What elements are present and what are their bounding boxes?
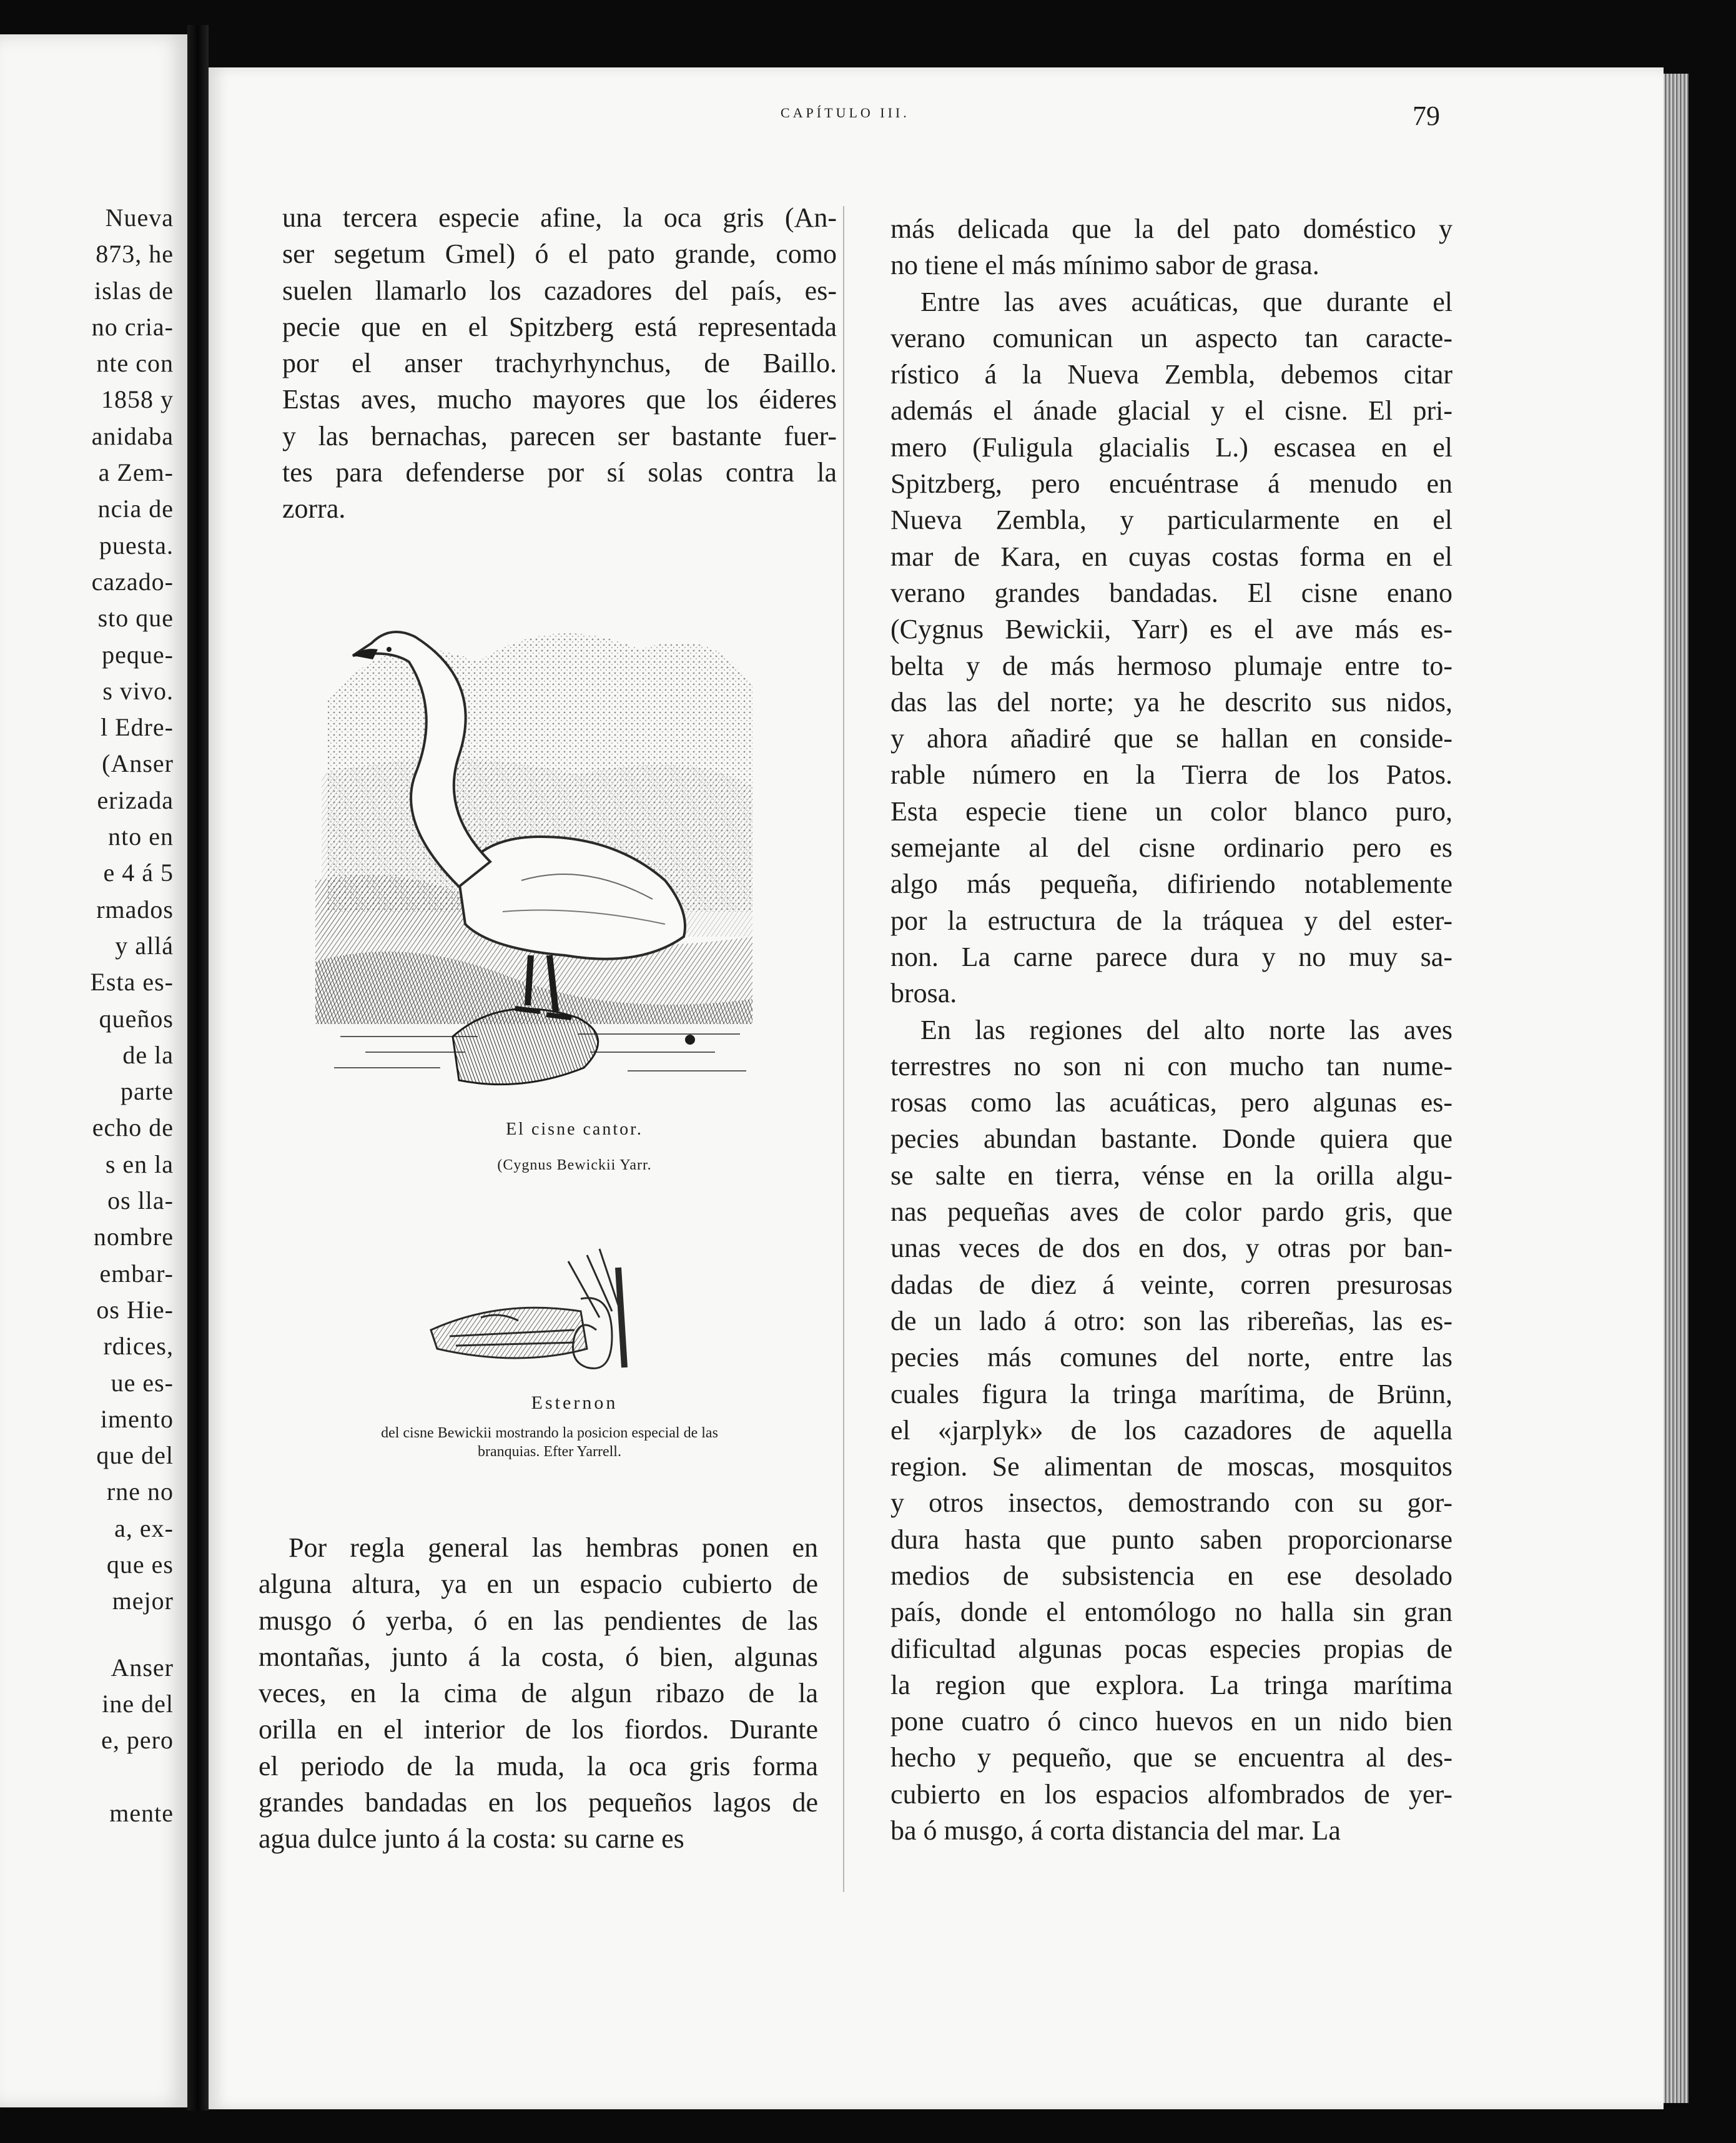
previous-page-line: imento: [100, 1404, 174, 1433]
previous-page-line: [0, 1758, 174, 1795]
figure-1-caption-title: El cisne cantor.: [506, 1120, 643, 1139]
sternum-illustration: [425, 1243, 662, 1392]
text-line: país, donde el entomólogo no halla sin gran: [890, 1597, 1452, 1628]
text-line: Entre las aves acuáticas, que durante el: [920, 286, 1452, 317]
text-line: pecies más comunes del norte, entre las: [890, 1342, 1452, 1373]
previous-page-fragment: [0, 34, 187, 2107]
running-head: CAPÍTULO III.: [781, 105, 910, 121]
text-line: veces, en la cima de algun ribazo de la: [259, 1678, 818, 1709]
text-line: Nueva Zembla, y particularmente en el: [890, 505, 1452, 536]
text-line: grandes bandadas en los pequeños lagos de: [259, 1787, 818, 1818]
column-rule: [843, 206, 844, 1892]
text-line: montañas, junto á la costa, ó bien, algunas: [259, 1641, 818, 1672]
left-column-bottom-text: [259, 1530, 818, 1858]
text-line: orilla en el interior de los fiordos. Durante: [259, 1714, 818, 1745]
previous-page-line: sto que: [97, 604, 174, 633]
book-gutter: [187, 25, 209, 2111]
previous-page-line: queños: [99, 1004, 174, 1033]
text-line: y las bernachas, parecen ser bastante fuer-: [282, 420, 837, 451]
figure-2-caption-text: [287, 1424, 812, 1461]
previous-page-line: rmados: [96, 895, 174, 924]
text-line: tes para defenderse por sí solas contra la: [282, 457, 837, 488]
previous-page-line: y allá: [115, 931, 174, 960]
text-line: agua dulce junto á la costa: su carne es: [259, 1823, 684, 1855]
previous-page-line: ine del: [102, 1689, 174, 1718]
text-line: y otros insectos, demostrando con su gor-: [890, 1487, 1452, 1519]
text-line: das las del norte; ya he descrito sus nidos,: [890, 686, 1452, 717]
previous-page-line: puesta.: [99, 531, 174, 559]
text-line: non. La carne parece dura y no muy sa-: [890, 941, 1452, 972]
previous-page-line: no cria-: [91, 312, 174, 341]
page-edges: [1664, 74, 1689, 2103]
text-line: la region que explora. La tringa marítima: [890, 1669, 1452, 1700]
text-line: terrestres no son ni con mucho tan nume-: [890, 1050, 1452, 1081]
text-line: mar de Kara, en cuyas costas forma en el: [890, 541, 1452, 572]
previous-page-line: echo de: [92, 1113, 174, 1142]
previous-page-line: nto en: [108, 822, 174, 851]
right-column-text: [890, 211, 1452, 1849]
previous-page-line: que es: [106, 1550, 174, 1579]
figure-1-caption-subtitle: (Cygnus Bewickii Yarr.: [497, 1157, 652, 1173]
text-line: no tiene el más mínimo sabor de grasa.: [890, 250, 1319, 281]
text-line: ser segetum Gmel) ó el pato grande, como: [282, 239, 837, 270]
previous-page-line: l Edre-: [101, 713, 174, 742]
previous-page-line: e, pero: [101, 1726, 174, 1755]
previous-page-line: mente: [109, 1798, 174, 1827]
text-line: algo más pequeña, difiriendo notablemente: [890, 869, 1452, 900]
left-column-top-text: [282, 200, 837, 528]
text-line: el «jarplyk» de los cazadores de aquella: [890, 1414, 1452, 1446]
page-number: 79: [1413, 101, 1440, 131]
text-line: verano comunican un aspecto tan caracte-: [890, 322, 1452, 353]
text-line: dadas de diez á veinte, corren presurosas: [890, 1269, 1452, 1300]
previous-page-line: rdices,: [103, 1332, 174, 1361]
previous-page-text: [0, 200, 181, 1831]
previous-page-line: embar-: [99, 1259, 174, 1288]
text-line: brosa.: [890, 978, 957, 1009]
previous-page-line: Anser: [111, 1653, 174, 1682]
previous-page-line: (Anser: [102, 749, 174, 778]
text-line: alguna altura, ya en un espacio cubierto de: [259, 1569, 818, 1600]
text-line: Por regla general las hembras ponen en: [289, 1532, 818, 1563]
text-line: cuales figura la tringa marítima, de Brünn,: [890, 1378, 1452, 1409]
text-line: ba ó musgo, á corta distancia del mar. La: [890, 1815, 1341, 1846]
text-line: además el ánade glacial y el cisne. El pri-: [890, 395, 1452, 426]
previous-page-line: 873, he: [96, 240, 174, 268]
figure-2-caption-title: Esternon: [531, 1392, 618, 1413]
text-line: musgo ó yerba, ó en las pendientes de las: [259, 1605, 818, 1636]
previous-page-line: s vivo.: [102, 676, 174, 705]
previous-page-line: cazado-: [91, 567, 174, 596]
previous-page-line: os lla-: [107, 1186, 174, 1215]
text-line: por el anser trachyrhynchus, de Baillo.: [282, 348, 837, 379]
figure-2-caption-line-2: branquias. Efter Yarrell.: [478, 1444, 621, 1460]
text-line: region. Se alimentan de moscas, mosquitos: [890, 1451, 1452, 1482]
text-line: semejante al del cisne ordinario pero es: [890, 832, 1452, 864]
figure-2-caption-line-1: del cisne Bewickii mostrando la posicion especial de las: [381, 1425, 718, 1441]
previous-page-line: Nueva: [105, 204, 174, 232]
text-line: suelen llamarlo los cazadores del país, es-: [282, 275, 837, 306]
text-line: nas pequeñas aves de color pardo gris, que: [890, 1196, 1452, 1228]
text-line: el periodo de la muda, la oca gris forma: [259, 1750, 818, 1781]
previous-page-line: e 4 á 5: [103, 859, 174, 887]
previous-page-line: os Hie-: [96, 1295, 174, 1324]
text-line: se salte en tierra, vénse en la orilla algu-: [890, 1160, 1452, 1191]
previous-page-line: que del: [96, 1441, 174, 1470]
text-line: dificultad algunas pocas especies propias de: [890, 1633, 1452, 1664]
previous-page-line: nte con: [96, 349, 174, 378]
text-line: y ahora añadiré que se hallan en conside-: [890, 723, 1452, 754]
text-line: pecies abundan bastante. Donde quiera que: [890, 1123, 1452, 1155]
text-line: (Cygnus Bewickii, Yarr) es el ave más es-: [890, 614, 1452, 645]
text-line: hecho y pequeño, que se encuentra al des-: [890, 1742, 1452, 1773]
previous-page-line: rne no: [106, 1477, 174, 1506]
text-line: cubierto en los espacios alfombrados de yer-: [890, 1778, 1452, 1810]
text-line: medios de subsistencia en ese desolado: [890, 1560, 1452, 1591]
previous-page-line: peque-: [102, 640, 174, 669]
text-line: mero (Fuligula glacialis L.) escasea en el: [890, 431, 1452, 463]
text-line: Esta especie tiene un color blanco puro,: [890, 796, 1452, 827]
previous-page-line: anidaba: [91, 421, 174, 450]
text-line: unas veces de dos en dos, y otras por ban-: [890, 1233, 1452, 1264]
previous-page-line: a Zem-: [98, 458, 174, 487]
previous-page-line: s en la: [105, 1150, 174, 1178]
text-line: de un lado á otro: son las ribereñas, las es-: [890, 1305, 1452, 1336]
swan-illustration: [315, 587, 759, 1105]
text-line: Estas aves, mucho mayores que los éideres: [282, 384, 837, 415]
previous-page-line: islas de: [94, 276, 174, 305]
previous-page-line: nombre: [93, 1223, 174, 1251]
text-line: rístico á la Nueva Zembla, debemos citar: [890, 359, 1452, 390]
previous-page-line: de la: [122, 1040, 174, 1069]
previous-page-line: a, ex-: [114, 1514, 174, 1542]
text-line: En las regiones del alto norte las aves: [920, 1014, 1452, 1045]
text-line: pone cuatro ó cinco huevos en un nido bien: [890, 1706, 1452, 1737]
text-line: dura hasta que punto saben proporcionarse: [890, 1524, 1452, 1555]
text-line: rable número en la Tierra de los Patos.: [890, 759, 1452, 791]
text-line: verano grandes bandadas. El cisne enano: [890, 577, 1452, 608]
text-line: belta y de más hermoso plumaje entre to-: [890, 650, 1452, 681]
text-line: rosas como las acuáticas, pero algunas es-: [890, 1087, 1452, 1118]
previous-page-line: ue es-: [111, 1368, 174, 1397]
text-line: zorra.: [282, 493, 346, 525]
previous-page-line: 1858 y: [101, 385, 174, 414]
previous-page-line: mejor: [112, 1587, 174, 1615]
previous-page-line: ncia de: [97, 495, 174, 523]
previous-page-line: parte: [121, 1077, 174, 1106]
text-line: Spitzberg, pero encuéntrase á menudo en: [890, 468, 1452, 500]
text-line: por la estructura de la tráquea y del ester-: [890, 905, 1452, 936]
previous-page-line: erizada: [97, 786, 174, 814]
text-line: más delicada que la del pato doméstico y: [890, 214, 1452, 244]
previous-page-line: Esta es-: [90, 968, 174, 997]
text-line: pecie que en el Spitzberg está representada: [282, 311, 837, 342]
text-line: una tercera especie afine, la oca gris (An-: [282, 202, 837, 233]
